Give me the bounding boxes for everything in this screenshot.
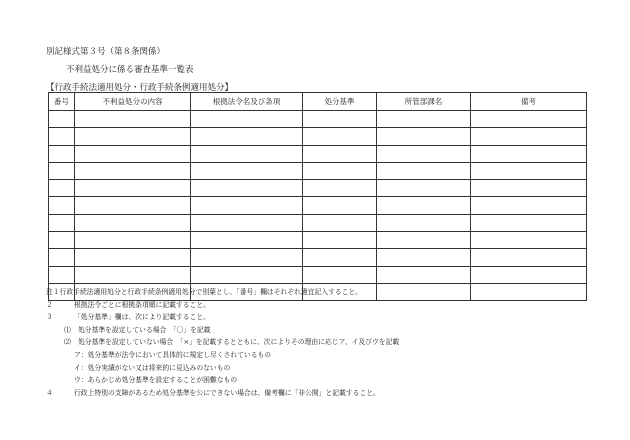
table-cell[interactable] (191, 111, 303, 128)
table-cell[interactable] (303, 128, 377, 145)
table-row (49, 249, 587, 266)
table-cell[interactable] (471, 214, 587, 231)
table-cell[interactable] (377, 249, 471, 266)
note-text: イ：処分実績がない又は将来的に見込みのないもの (74, 363, 231, 372)
note-item (46, 349, 606, 362)
table-cell[interactable] (191, 249, 303, 266)
table-cell[interactable] (471, 197, 587, 214)
note-number: ３ (46, 313, 53, 322)
table-cell[interactable] (75, 266, 191, 283)
table-cell[interactable] (377, 162, 471, 179)
table-row (49, 145, 587, 162)
table-cell[interactable] (471, 232, 587, 249)
note-number: ２ (46, 300, 53, 309)
note-item (46, 387, 606, 400)
column-header-remarks: 備考 (471, 93, 587, 111)
table-cell[interactable] (471, 128, 587, 145)
table-cell[interactable] (303, 232, 377, 249)
table-cell[interactable] (471, 266, 587, 283)
note-item (46, 362, 606, 375)
table-header-row (49, 93, 587, 111)
note-item (46, 311, 606, 324)
table-cell[interactable] (303, 162, 377, 179)
table-cell[interactable] (191, 197, 303, 214)
section-label: 【行政手続法適用処分・行政手続条例適用処分】 (46, 83, 234, 93)
table-cell[interactable] (191, 145, 303, 162)
column-header-disposition-criteria: 処分基準 (303, 93, 377, 111)
table-cell[interactable] (303, 197, 377, 214)
note-item (46, 299, 606, 312)
note-text: 「処分基準」欄は、次により記載すること。 (74, 313, 210, 322)
table-cell[interactable] (471, 249, 587, 266)
table-cell[interactable] (191, 128, 303, 145)
table-cell[interactable] (191, 180, 303, 197)
table-row (49, 214, 587, 231)
table-cell[interactable] (377, 266, 471, 283)
table-cell[interactable] (75, 197, 191, 214)
table-cell[interactable] (377, 232, 471, 249)
table-row (49, 197, 587, 214)
table-row (49, 162, 587, 179)
table-cell[interactable] (49, 214, 75, 231)
note-item (46, 374, 606, 387)
column-header-number: 番号 (49, 93, 75, 111)
table-cell[interactable] (377, 214, 471, 231)
table-cell[interactable] (49, 128, 75, 145)
note-number: ⑵ (64, 338, 71, 347)
table-cell[interactable] (75, 128, 191, 145)
table-row (49, 111, 587, 128)
table-cell[interactable] (377, 111, 471, 128)
table-cell[interactable] (471, 180, 587, 197)
table-row (49, 128, 587, 145)
note-text: 根拠法令ごとに根拠条項順に記載すること。 (74, 300, 210, 309)
note-text: 行政手続法適用処分と行政手続条例適用処分で別葉とし、「番号」欄はそれぞれ適宜記入すること。 (59, 288, 363, 296)
table-cell[interactable] (75, 180, 191, 197)
table-cell[interactable] (303, 266, 377, 283)
table-cell[interactable] (49, 145, 75, 162)
table-cell[interactable] (191, 266, 303, 283)
table-cell[interactable] (191, 162, 303, 179)
table-cell[interactable] (471, 145, 587, 162)
note-number: ４ (46, 388, 53, 397)
table-cell[interactable] (471, 111, 587, 128)
note-text: ア：処分基準が法令において具体的に規定し尽くされているもの (74, 350, 272, 359)
table-row (49, 266, 587, 283)
table-cell[interactable] (75, 249, 191, 266)
table-cell[interactable] (75, 214, 191, 231)
note-text: 処分基準を設定している場合 「〇」を記載 (78, 325, 211, 334)
table-cell[interactable] (377, 145, 471, 162)
document-title: 不利益処分に係る審査基準一覧表 (66, 65, 194, 75)
notes-section (46, 286, 606, 399)
column-header-disposition-content: 不利益処分の内容 (75, 93, 191, 111)
table-row (49, 180, 587, 197)
table-cell[interactable] (75, 162, 191, 179)
criteria-table (48, 92, 587, 301)
table-cell[interactable] (49, 266, 75, 283)
note-text: 行政上特別の支障があるため処分基準を公にできない場合は、備考欄に「非公開」と記載すること。 (74, 388, 380, 397)
note-item (46, 336, 606, 349)
table-cell[interactable] (377, 197, 471, 214)
table-cell[interactable] (303, 145, 377, 162)
table-cell[interactable] (49, 111, 75, 128)
table-cell[interactable] (303, 249, 377, 266)
table-cell[interactable] (471, 162, 587, 179)
table-cell[interactable] (49, 197, 75, 214)
note-text: ウ：あらかじめ処分基準を設定することが困難なもの (74, 376, 238, 385)
table-cell[interactable] (191, 214, 303, 231)
column-header-department: 所管部課名 (377, 93, 471, 111)
table-cell[interactable] (377, 180, 471, 197)
note-number: ⑴ (64, 325, 71, 334)
table-cell[interactable] (75, 145, 191, 162)
table-cell[interactable] (49, 232, 75, 249)
table-cell[interactable] (303, 180, 377, 197)
table-cell[interactable] (49, 162, 75, 179)
column-header-legal-basis: 根拠法令名及び条項 (191, 93, 303, 111)
table-cell[interactable] (75, 232, 191, 249)
table-row (49, 232, 587, 249)
table-cell[interactable] (303, 214, 377, 231)
table-cell[interactable] (49, 180, 75, 197)
table-cell[interactable] (49, 249, 75, 266)
form-identifier: 別記様式第３号（第８条関係） (46, 47, 166, 57)
note-number: 注１ (46, 288, 60, 296)
table-cell[interactable] (75, 111, 191, 128)
table-cell[interactable] (303, 111, 377, 128)
note-item (46, 286, 606, 299)
table-cell[interactable] (191, 232, 303, 249)
note-text: 処分基準を設定していない場合 「×」を記載するとともに、次によりその理由に応じア、イ及びウを記載 (78, 338, 400, 347)
table-cell[interactable] (377, 128, 471, 145)
note-item (46, 324, 606, 337)
